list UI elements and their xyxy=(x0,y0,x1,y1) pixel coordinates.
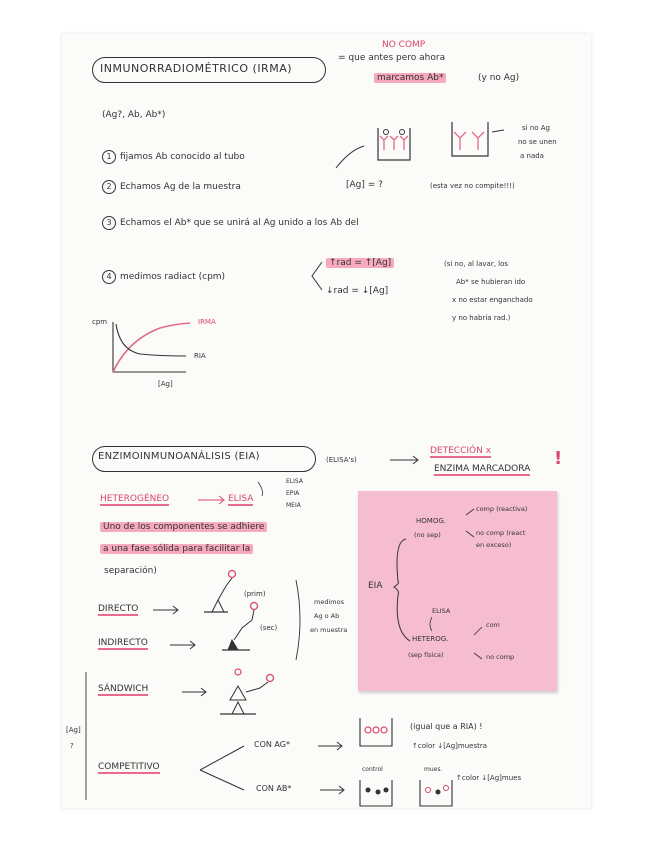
graph-ylabel: cpm xyxy=(92,318,108,326)
sticky-brackets xyxy=(358,491,557,691)
irma-desc-2: marcamos Ab* xyxy=(374,73,446,83)
sticky-note xyxy=(358,491,557,691)
heterogeneo-label: HETEROGÉNEO xyxy=(100,494,170,504)
sticky-comp-react: comp (reactiva) xyxy=(476,505,528,513)
sticky-no-comp-react-1: no comp (react xyxy=(476,529,526,537)
prim-label: (prim) xyxy=(244,590,266,598)
graph-xlabel: [Ag] xyxy=(158,380,173,388)
medimos-3: en muestra xyxy=(310,626,348,634)
eia-detection-1: DETECCIÓN x xyxy=(430,446,492,456)
con-ag-label: CON AG* xyxy=(254,740,290,749)
sandwich-label: SÁNDWICH xyxy=(98,684,149,694)
sticky-no-comp: no comp xyxy=(486,653,515,661)
medimos-1: medimos xyxy=(314,598,344,606)
elisa-label: ELISA xyxy=(228,494,254,504)
step-1: 1 fijamos Ab conocido al tubo xyxy=(102,150,245,164)
rad-note-1: (si no, al lavar, los xyxy=(444,260,509,268)
sec-label: (sec) xyxy=(260,624,278,632)
eia-title: ENZIMOINMUNOANÁLISIS (EIA) xyxy=(98,451,260,462)
medimos-2: Ag o Ab xyxy=(314,612,340,620)
sticky-no-sep: (no sep) xyxy=(414,531,441,539)
sticky-heterog: HETEROG. xyxy=(412,635,449,643)
competitivo-label: COMPETITIVO xyxy=(98,762,160,772)
type-epia: EPIA xyxy=(286,490,300,497)
rad-down: ↓rad = ↓[Ag] xyxy=(326,286,389,296)
color-note-2: ↑color ↓[Ag]mues xyxy=(456,774,522,782)
eia-desc-2: a una fase sólida para facilitar la xyxy=(100,544,253,554)
eia-detection-2: ENZIMA MARCADORA xyxy=(434,464,531,474)
eia-desc-3: separación) xyxy=(104,566,157,576)
eia-exclaim: ! xyxy=(554,448,563,469)
step-4: 4 medimos radiact (cpm) xyxy=(102,270,225,284)
igual-ria: (igual que a RIA) ! xyxy=(410,722,483,731)
directo-label: DIRECTO xyxy=(98,604,139,614)
rad-note-3: x no estar enganchado xyxy=(452,296,533,304)
eia-elisa-tag: (ELISA's) xyxy=(326,456,357,464)
rad-note-4: y no habría rad.) xyxy=(452,314,511,322)
type-elisa: ELISA xyxy=(286,478,303,485)
sticky-eia: EIA xyxy=(368,581,383,591)
irma-desc-1: = que antes pero ahora xyxy=(338,53,446,63)
rad-note-2: Ab* se hubieran ido xyxy=(456,278,526,286)
step-2-note: (esta vez no compite!!!) xyxy=(430,182,515,190)
irma-desc-2b: (y no Ag) xyxy=(478,73,520,83)
control-label: control xyxy=(362,766,383,773)
type-meia: MEIA xyxy=(286,502,301,509)
con-ab-label: CON AB* xyxy=(256,784,292,793)
color-note-1: ↑color ↓[Ag]muestra xyxy=(412,742,488,750)
indirecto-label: INDIRECTO xyxy=(98,638,148,648)
sticky-sep-fisica: (sep física) xyxy=(408,651,444,659)
si-no-ag-2: no se unen xyxy=(518,138,557,146)
side-q: ? xyxy=(70,742,74,750)
irma-title: INMUNORRADIOMÉTRICO (IRMA) xyxy=(100,62,293,75)
side-ag: [Ag] xyxy=(66,726,81,734)
sticky-elisa: ELISA xyxy=(432,607,451,615)
eia-desc-1: Uno de los componentes se adhiere xyxy=(100,522,267,532)
irma-components: (Ag?, Ab, Ab*) xyxy=(102,110,166,120)
si-no-ag-3: a nada xyxy=(520,152,544,160)
mues-label: mues. xyxy=(424,766,443,773)
si-no-ag-1: si no Ag xyxy=(522,124,550,132)
step-3: 3 Echamos el Ab* que se unirá al Ag unido a los Ab del xyxy=(102,216,359,230)
sticky-com: com xyxy=(486,621,500,629)
irma-no-comp: NO COMP xyxy=(382,40,426,50)
sticky-no-comp-react-2: en exceso) xyxy=(476,541,512,549)
step-2: 2 Echamos Ag de la muestra xyxy=(102,180,241,194)
graph-ria-label: RIA xyxy=(194,352,206,360)
rad-up: ↑rad = ↑[Ag] xyxy=(326,258,394,268)
graph-irma-label: IRMA xyxy=(198,318,216,326)
step-2-equation: [Ag] = ? xyxy=(346,180,383,190)
sticky-homog: HOMOG. xyxy=(416,517,446,525)
